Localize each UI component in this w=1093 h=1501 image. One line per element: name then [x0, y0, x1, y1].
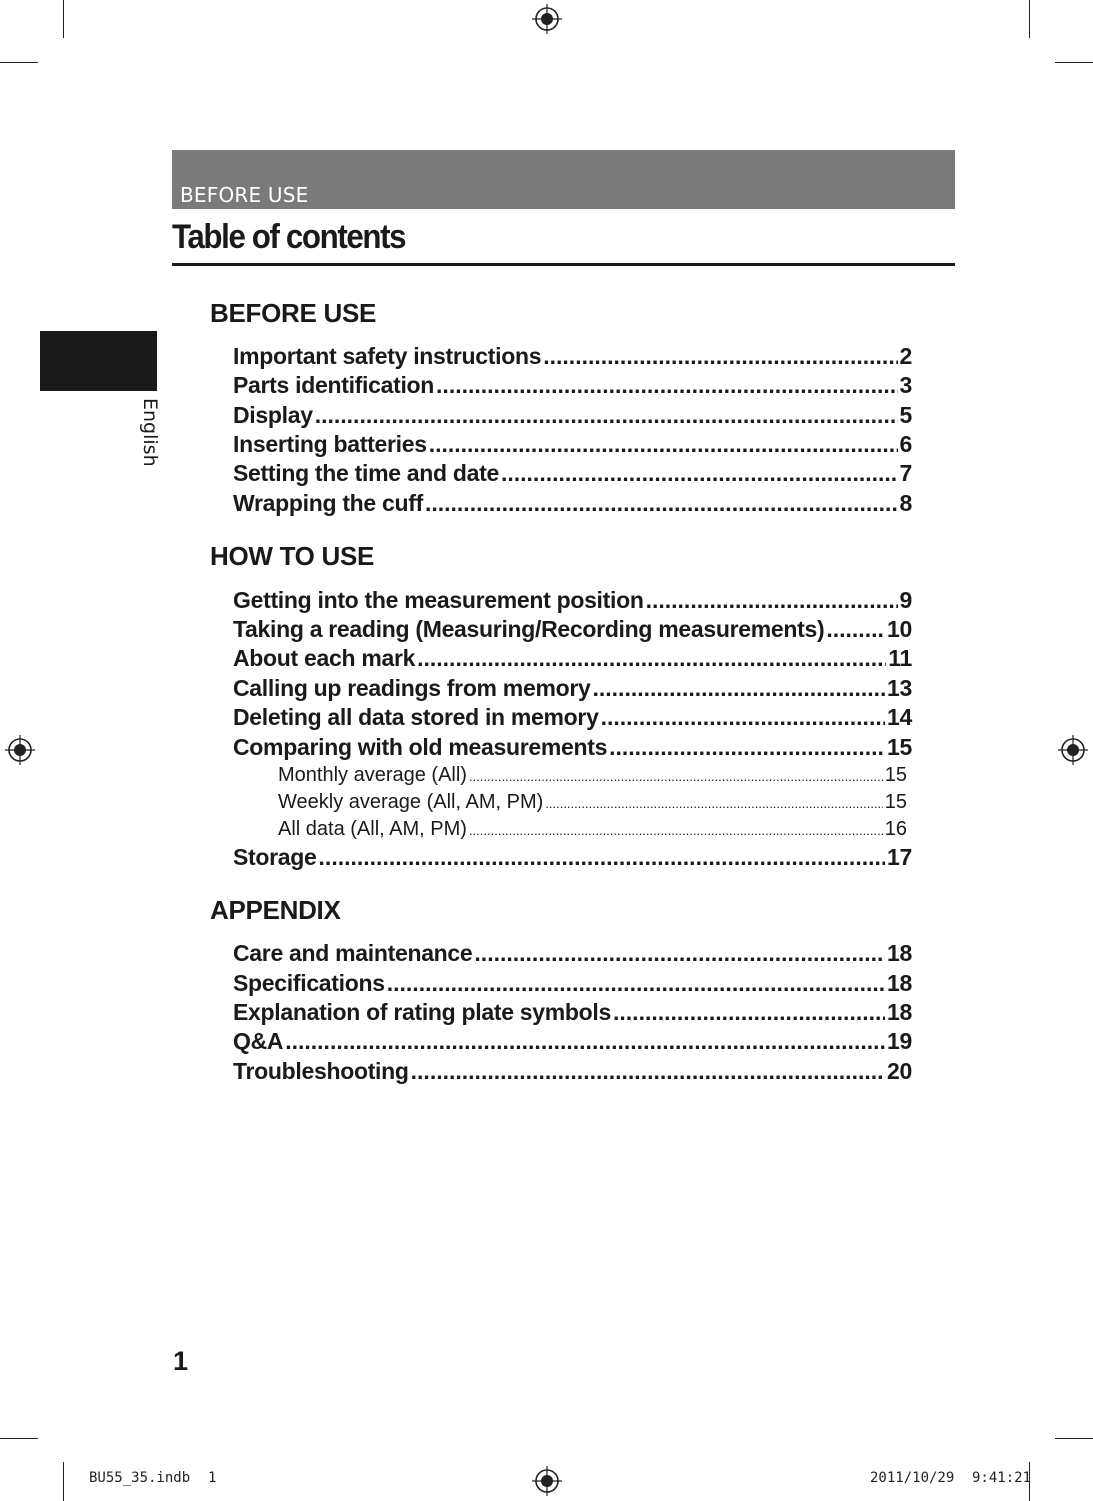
toc-entry[interactable]	[233, 970, 912, 997]
toc-entry[interactable]	[233, 1028, 912, 1055]
toc-leader-dots	[545, 791, 882, 814]
toc-entry-page: 2	[899, 343, 912, 369]
toc-entry[interactable]	[233, 343, 912, 370]
toc-entry-page: 15	[884, 764, 907, 786]
toc-leader-dots	[609, 734, 885, 761]
toc-entry-page: 17	[887, 844, 912, 870]
toc-entry[interactable]	[233, 999, 912, 1026]
toc-entry-label: Specifications	[233, 970, 385, 996]
toc-entry-page: 18	[887, 970, 912, 996]
crop-mark	[1029, 0, 1030, 38]
toc-section-heading: BEFORE USE	[210, 298, 377, 328]
toc-entry[interactable]	[233, 645, 912, 672]
toc-leader-dots	[436, 372, 897, 399]
toc-leader-dots	[601, 704, 885, 731]
print-slug-file: BU55_35.indb	[89, 1470, 191, 1486]
toc-entry-page: 20	[887, 1058, 912, 1084]
toc-leader-dots	[411, 1058, 885, 1085]
toc-entry-page: 18	[887, 999, 912, 1025]
language-label: English	[139, 398, 161, 467]
toc-entry[interactable]	[233, 431, 912, 458]
toc-leader-dots	[315, 402, 898, 429]
toc-leader-dots	[593, 675, 886, 702]
toc-entry-page: 8	[899, 490, 912, 516]
toc-subentry[interactable]	[278, 818, 907, 841]
toc-entry[interactable]	[233, 734, 912, 761]
print-slug-date: 2011/10/29	[870, 1470, 955, 1486]
toc-entry-label: Parts identification	[233, 372, 435, 398]
toc-leader-dots	[646, 587, 898, 614]
toc-subentry[interactable]	[278, 764, 907, 787]
toc-entry-page: 5	[899, 402, 912, 428]
toc-leader-dots	[319, 844, 885, 871]
toc-entry[interactable]	[233, 675, 912, 702]
toc-entry-label: Explanation of rating plate symbols	[233, 999, 612, 1025]
toc-leader-dots	[501, 460, 898, 487]
toc-entry-label: Display	[233, 402, 313, 428]
toc-entry-label: Important safety instructions	[233, 343, 542, 369]
crop-mark	[1055, 62, 1093, 63]
toc-entry[interactable]	[233, 616, 912, 643]
toc-leader-dots	[429, 431, 898, 458]
registration-mark-icon	[532, 4, 562, 34]
toc-entry[interactable]	[233, 704, 912, 731]
crop-mark	[63, 1462, 64, 1501]
toc-entry[interactable]	[233, 940, 912, 967]
toc-entry[interactable]	[233, 1058, 912, 1085]
toc-entry-label: About each mark	[233, 645, 416, 671]
section-header-label: BEFORE USE	[180, 183, 309, 207]
toc-entry-page: 3	[899, 372, 912, 398]
toc-leader-dots	[613, 999, 885, 1026]
registration-mark-icon	[532, 1466, 562, 1496]
toc-entry-label: Comparing with old measurements	[233, 734, 608, 760]
toc-entry-page: 10	[887, 616, 912, 642]
toc-entry-label: All data (All, AM, PM)	[278, 818, 467, 840]
toc-leader-dots	[417, 645, 886, 672]
crop-mark	[1055, 1438, 1093, 1439]
toc-leader-dots	[387, 970, 885, 997]
toc-entry-label: Calling up readings from memory	[233, 675, 591, 701]
toc-entry-page: 6	[899, 431, 912, 457]
toc-section-heading: HOW TO USE	[210, 541, 375, 571]
toc-entry[interactable]	[233, 372, 912, 399]
toc-entry-label: Monthly average (All)	[278, 764, 467, 786]
toc-entry[interactable]	[233, 844, 912, 871]
toc-entry[interactable]	[233, 402, 912, 429]
toc-entry-label: Deleting all data stored in memory	[233, 704, 599, 730]
toc-entry-label: Storage	[233, 844, 317, 870]
toc-entry-label: Q&A	[233, 1028, 284, 1054]
registration-mark-icon	[1058, 735, 1088, 765]
registration-mark-icon	[5, 735, 35, 765]
toc-entry[interactable]	[233, 460, 912, 487]
toc-entry-label: Taking a reading (Measuring/Recording measurements)	[233, 616, 825, 642]
crop-mark	[0, 1438, 38, 1439]
toc-leader-dots	[469, 764, 883, 787]
toc-entry-label: Inserting batteries	[233, 431, 427, 457]
crop-mark	[0, 62, 38, 63]
toc-entry-page: 19	[887, 1028, 912, 1054]
page-title: Table of contents	[172, 218, 406, 256]
toc-entry-label: Weekly average (All, AM, PM)	[278, 791, 544, 813]
language-tab	[40, 331, 157, 391]
section-header-band	[172, 150, 955, 209]
toc-leader-dots	[285, 1028, 885, 1055]
toc-section-heading: APPENDIX	[210, 895, 341, 925]
toc-leader-dots	[826, 616, 885, 643]
toc-entry[interactable]	[233, 490, 912, 517]
toc-leader-dots	[543, 343, 897, 370]
toc-entry-page: 9	[899, 587, 912, 613]
toc-entry-page: 7	[899, 460, 912, 486]
toc-entry-page: 18	[887, 940, 912, 966]
toc-entry-page: 15	[887, 734, 912, 760]
toc-leader-dots	[425, 490, 898, 517]
page-number: 1	[173, 1346, 189, 1376]
toc-leader-dots	[474, 940, 885, 967]
title-divider	[172, 263, 955, 266]
toc-entry-label: Setting the time and date	[233, 460, 499, 486]
toc-entry-label: Troubleshooting	[233, 1058, 409, 1084]
toc-leader-dots	[469, 818, 883, 841]
toc-entry-page: 11	[888, 645, 912, 671]
crop-mark	[63, 0, 64, 38]
toc-subentry[interactable]	[278, 791, 907, 814]
toc-entry[interactable]	[233, 587, 912, 614]
toc-entry-page: 13	[887, 675, 912, 701]
toc-entry-label: Wrapping the cuff	[233, 490, 423, 516]
toc-entry-label: Care and maintenance	[233, 940, 473, 966]
toc-entry-page: 14	[887, 704, 912, 730]
toc-entry-page: 15	[884, 791, 907, 813]
toc-entry-page: 16	[884, 818, 907, 840]
toc-entry-label: Getting into the measurement position	[233, 587, 644, 613]
print-slug-page: 1	[208, 1470, 217, 1486]
print-slug-time: 9:41:21	[972, 1470, 1032, 1486]
